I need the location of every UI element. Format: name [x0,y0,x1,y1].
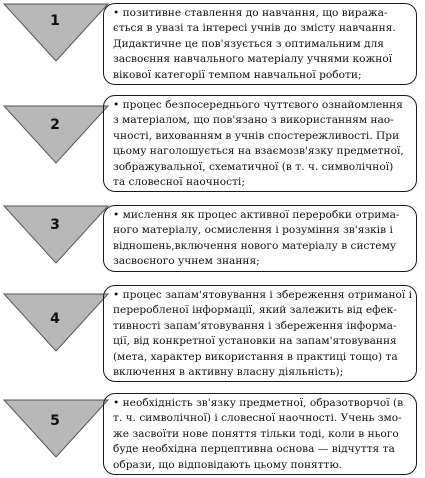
step-number: 4 [50,311,60,327]
text-line: • процес запам'ятовування і збереження отриманої і [113,289,413,301]
text-line: (мета, характер використання в практиці тощо) та [113,350,398,363]
step-number: 3 [50,217,60,233]
text-line: образи, що відповідають цьому поняттю. [113,458,343,471]
text-line: та словесної наочності; [113,176,245,189]
text-line: ного матеріалу, осмислення і розуміння зв'язків і [113,224,393,237]
text-line: засвоєного учнем знання; [113,255,260,268]
text-line: т. ч. символічної) і словесної наочності. Учень змо- [113,412,402,425]
text-line: ції, від конкретної установки на запам'ятовування [113,335,397,348]
text-line: буде необхідна перцептивна основа — відчуття та [113,443,395,456]
text-line: чності, вихованням в учнів спостережливості. При [113,129,400,142]
step-description-box [103,95,417,192]
text-line: Дидактичне це пов'язується з оптимальним для [113,37,384,50]
step-marker-triangle [3,105,109,165]
step-marker-triangle [3,205,109,265]
text-line: • необхідність зв'язку предметної, образотворчої (в [113,397,404,409]
step-number: 1 [50,13,60,29]
text-line: ється в увазі та інтересі учнів до змісту навчання. [113,22,396,35]
step-description-box [103,205,417,272]
step-number: 2 [50,117,60,133]
text-line: • позитивне ставлення до навчання, що виража- [113,7,388,19]
text-line: включення в активну власну діяльність); [113,366,344,379]
text-line: • процес безпосереднього чуттєвого ознайомлення [113,99,403,111]
text-line: відношень,включення нового матеріалу в систему [113,239,397,252]
text-line: вікової категорії темпом навчальної роботи; [113,68,362,81]
text-line: цьому наголошується на взаємозв'язку предметної, [113,145,404,158]
step-description-box [103,285,417,382]
text-line: переробленої інформації, який залежить від ефек- [113,304,397,317]
text-line: же засвоїти нове поняття тільки тоді, коли в нього [113,427,399,440]
text-line: з матеріалом, що пов'язано з використанням нао- [113,114,394,127]
step-description-box [103,393,417,475]
text-line: зображувальної, схематичної (в т. ч. символічної) [113,160,394,173]
step-marker-triangle [3,3,109,63]
step-number: 5 [50,413,60,429]
text-line: тивності запам'ятовування і збереження інформа- [113,319,397,332]
step-marker-triangle [3,399,109,459]
step-description-box [103,3,417,85]
text-line: засвоєння навчального матеріалу учнями кожної [113,53,393,66]
text-line: • мислення як процес активної переробки отрима- [113,209,400,221]
